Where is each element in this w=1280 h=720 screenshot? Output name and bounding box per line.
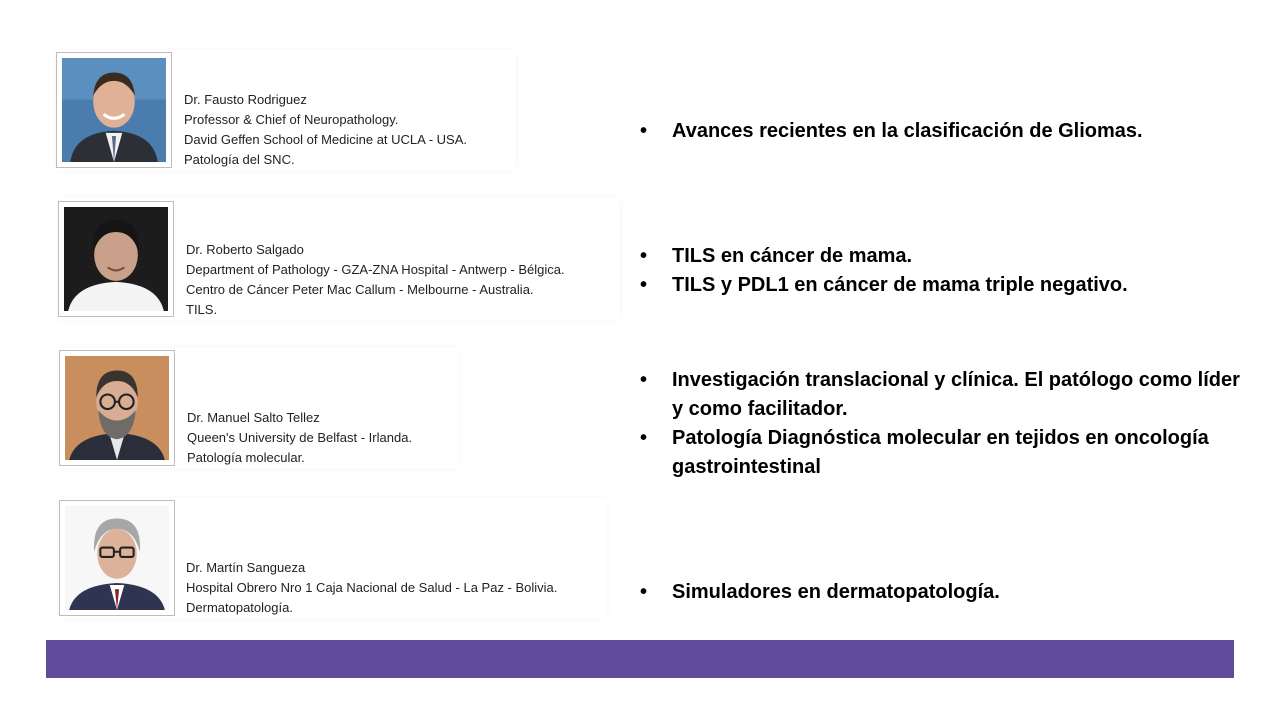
speaker-name: Dr. Fausto Rodriguez: [184, 92, 307, 107]
speaker-bio: [187, 408, 412, 468]
speaker-photo-frame: [59, 350, 175, 466]
topic-item: • TILS y PDL1 en cáncer de mama triple negativo.: [640, 271, 1240, 300]
topic-list-rodriguez: [640, 117, 1240, 146]
speaker-card-rodriguez: [56, 50, 516, 170]
speaker-institution: David Geffen School of Medicine at UCLA - USA.: [184, 132, 468, 147]
speaker-bio: [186, 240, 565, 320]
topic-item: • Avances recientes en la clasificación de Gliomas.: [640, 117, 1240, 146]
speaker-card-salgado: [58, 198, 620, 320]
footer-bar: [46, 640, 1234, 678]
speaker-name: Dr. Manuel Salto Tellez: [187, 410, 320, 425]
topic-item: • Patología Diagnóstica molecular en tejidos en oncología gastrointestinal: [640, 424, 1240, 482]
speaker-institution: Centro de Cáncer Peter Mac Callum - Melbourne - Australia.: [186, 282, 534, 297]
speaker-specialty: Patología molecular.: [187, 450, 305, 465]
speaker-institution: Hospital Obrero Nro 1 Caja Nacional de Salud - La Paz - Bolivia.: [186, 580, 558, 595]
speaker-specialty: Patología del SNC.: [184, 152, 295, 167]
speaker-photo: [65, 506, 169, 610]
speaker-name: Dr. Martín Sangueza: [186, 560, 306, 575]
topic-item: • TILS en cáncer de mama.: [640, 242, 1240, 271]
speaker-card-sangueza: [59, 498, 607, 618]
speaker-photo-frame: [58, 201, 174, 317]
topic-item: • Investigación translacional y clínica. El patólogo como líder y como facilitador.: [640, 366, 1240, 424]
speaker-photo-frame: [56, 52, 172, 168]
topic-list-salgado: [640, 242, 1240, 300]
topic-list-salto-tellez: [640, 366, 1240, 482]
speaker-photo-frame: [59, 500, 175, 616]
topic-item: • Simuladores en dermatopatología.: [640, 578, 1240, 607]
speaker-department: Department of Pathology - GZA-ZNA Hospital - Antwerp - Bélgica.: [186, 262, 565, 277]
topic-list-sangueza: [640, 578, 1240, 607]
speaker-specialty: TILS.: [186, 302, 218, 317]
speaker-bio: [184, 90, 467, 170]
speaker-title: Professor & Chief of Neuropathology.: [184, 112, 399, 127]
speaker-photo: [65, 356, 169, 460]
speaker-card-salto-tellez: [59, 348, 459, 468]
speaker-bio: [186, 558, 557, 618]
speaker-photo: [62, 58, 166, 162]
speaker-specialty: Dermatopatología.: [186, 600, 293, 615]
speaker-photo: [64, 207, 168, 311]
speaker-name: Dr. Roberto Salgado: [186, 242, 304, 257]
speaker-institution: Queen's University de Belfast - Irlanda.: [187, 430, 413, 445]
